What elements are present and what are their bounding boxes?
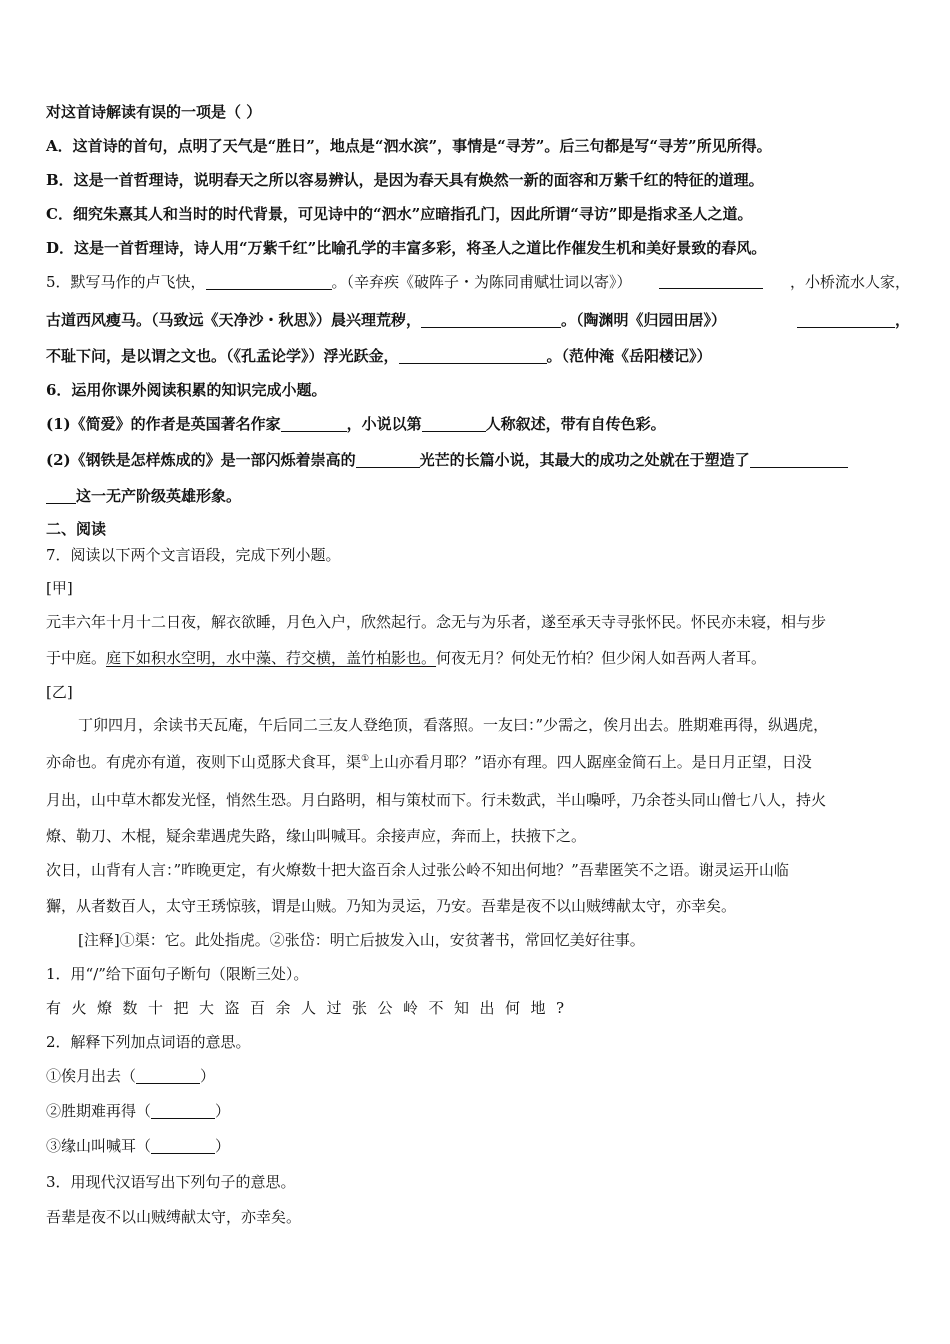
passage-yi-line: 獬，从者数百人，太守王琇惊骇，谓是山贼。乃知为灵运，乃安。吾辈是夜不以山贼缚献太守，亦幸矣。 — [46, 897, 737, 915]
passage-jia-line: 元丰六年十月十二日夜，解衣欲睡，月色入户，欣然起行。念无与为乐者，遂至承天寺寻张怀民。怀民亦未寝，相与步 — [46, 613, 827, 631]
q5-text: ，小桥流水人家， — [789, 273, 910, 291]
answer-blank[interactable] — [356, 451, 420, 468]
passage-yi-line: 月出，山中草木都发光怪，悄然生恐。月白路明，相与策杖而下。行未数武，半山嘄呼，乃余苍头同山僧七八人，持火 — [46, 791, 827, 809]
answer-blank[interactable] — [422, 415, 486, 432]
q4-option-b: B．这是一首哲理诗，说明春天之所以容易辨认，是因为春天具有焕然一新的面容和万紫千红的特征的道理。 — [46, 171, 764, 189]
answer-blank[interactable] — [151, 1102, 215, 1119]
section-heading: 二、阅读 — [46, 520, 107, 538]
q6-sub2-cont: 这一无产阶级英雄形象。 — [46, 486, 910, 506]
passage-yi-line: 亦命也。有虎亦有道，夜则下山觅豚犬食耳，渠①上山亦看月耶？”语亦有理。四人踞座金简石上。是日月正望，日没 — [46, 753, 812, 771]
q5-line-1 — [46, 272, 910, 292]
q6-title: 6．运用你课外阅读积累的知识完成小题。 — [46, 381, 327, 399]
q7-sub2-title: 2．解释下列加点词语的意思。 — [46, 1033, 251, 1051]
q6-sub2: (2)《钢铁是怎样炼成的》是一部闪烁着崇高的 光芒的长篇小说，其最大的成功之处就在于塑造了 — [46, 450, 910, 470]
q7-title: 7．阅读以下两个文言语段，完成下列小题。 — [46, 546, 341, 564]
q5-text: 5．默写马作的卢飞快， 。（辛弃疾《破阵子・为陈同甫赋壮词以寄》） — [46, 273, 632, 291]
passage-yi-line: 燎、勒刀、木棍，疑余辈遇虎失路，缘山叫喊耳。余接声应，奔而上，扶掖下之。 — [46, 827, 587, 845]
q4-option-d: D．这是一首哲理诗，诗人用“万紫千红”比喻孔学的丰富多彩，将圣人之道比作催发生机和美好景致的春风。 — [46, 239, 767, 257]
annotation-note: [注释]①渠：它。此处指虎。②张岱：明亡后披发入山，安贫著书，常回忆美好往事。 — [78, 931, 645, 949]
q7-sub2-item: ①俟月出去（ ） — [46, 1067, 216, 1085]
q7-sub1-sentence: 有火燎数十把大盗百余人过张公岭不知出何地? — [46, 999, 575, 1017]
passage-yi-line: 次日，山背有人言：”昨晚更定，有火燎数十把大盗百余人过张公岭不知出何地？”吾辈匿笑不之语。谢灵运开山临 — [46, 861, 789, 879]
q5-line-3: 不耻下问，是以谓之文也。（《孔孟论学》）浮光跃金， 。（范仲淹《岳阳楼记》） — [46, 347, 712, 365]
q4-stem: 对这首诗解读有误的一项是（ ） — [46, 103, 262, 121]
q5-line-2 — [46, 310, 910, 330]
q4-option-a: A．这首诗的首句，点明了天气是“胜日”，地点是“泗水滨”，事情是“寻芳”。后三句都是写“寻芳”所见所得。 — [46, 137, 772, 155]
footnote-marker: ① — [361, 754, 370, 764]
q7-sub2-item: ②胜期难再得（ ） — [46, 1102, 231, 1120]
q7-sub3-sentence: 吾辈是夜不以山贼缚献太守，亦幸矣。 — [46, 1208, 302, 1226]
answer-blank[interactable] — [151, 1137, 215, 1154]
answer-blank[interactable] — [750, 451, 848, 468]
passage-yi-label: [乙] — [46, 683, 73, 701]
q7-sub2-item: ③缘山叫喊耳（ ） — [46, 1137, 231, 1155]
answer-blank[interactable] — [659, 272, 763, 289]
q7-sub1-title: 1．用“/”给下面句子断句（限断三处）。 — [46, 965, 309, 983]
q7-sub3-title: 3．用现代汉语写出下列句子的意思。 — [46, 1173, 296, 1191]
answer-blank[interactable] — [136, 1067, 200, 1084]
answer-blank[interactable] — [399, 347, 547, 364]
passage-jia-line: 于中庭。庭下如积水空明，水中藻、荇交横，盖竹柏影也。何夜无月？何处无竹柏？但少闲人如吾两人者耳。 — [46, 649, 767, 667]
answer-blank[interactable] — [421, 311, 561, 328]
answer-blank[interactable] — [281, 415, 347, 432]
underlined-sentence: 庭下如积水空明，水中藻、荇交横，盖竹柏影也。 — [106, 649, 437, 667]
answer-blank[interactable] — [797, 311, 895, 328]
q6-sub1: (1)《简爱》的作者是英国著名作家 ，小说以第 人称叙述，带有自传色彩。 — [46, 415, 666, 433]
answer-blank[interactable] — [206, 273, 332, 290]
q4-option-c: C．细究朱熹其人和当时的时代背景，可见诗中的“泗水”应暗指孔门，因此所谓“寻访”即是指求圣人之道。 — [46, 205, 753, 223]
q5-text: 古道西风瘦马。（马致远《天净沙・秋思》）晨兴理荒秽， 。（陶渊明《归园田居》） — [46, 311, 727, 329]
passage-yi-line: 丁卯四月，余读书天瓦庵，午后同二三友人登绝顶，看落照。一友曰：”少需之，俟月出去。胜期难再得，纵遇虎， — [78, 716, 829, 734]
answer-blank[interactable] — [46, 487, 76, 504]
passage-jia-label: [甲] — [46, 579, 73, 597]
q5-text: ， — [797, 310, 910, 330]
